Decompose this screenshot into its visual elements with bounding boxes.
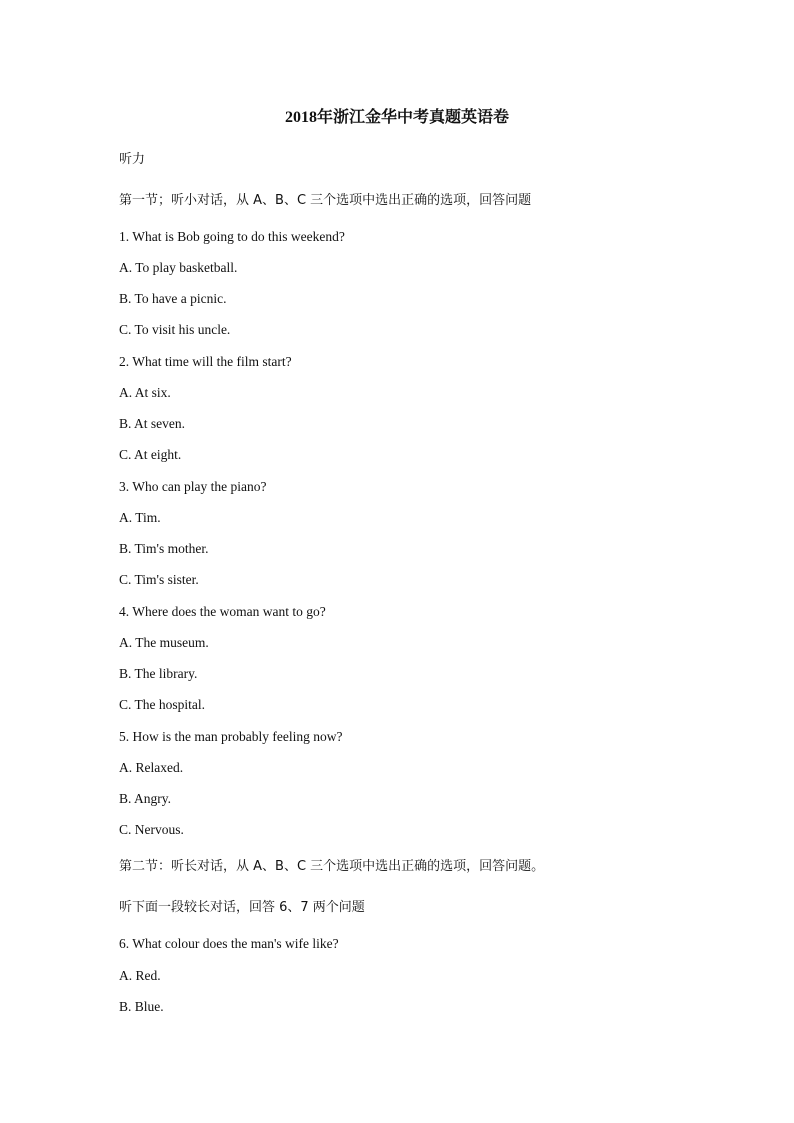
question-1-option-c: C. To visit his uncle. — [119, 322, 231, 337]
question-5-option-b: B. Angry. — [119, 791, 172, 806]
question-6-option-a: A. Red. — [119, 968, 161, 983]
question-2-option-a: A. At six. — [119, 385, 171, 400]
question-1-option-a: A. To play basketball. — [119, 260, 238, 275]
question-5: 5. How is the man probably feeling now? — [119, 729, 343, 744]
question-1-option-b: B. To have a picnic. — [119, 291, 227, 306]
question-4-option-b: B. The library. — [119, 666, 198, 681]
question-3: 3. Who can play the piano? — [119, 479, 267, 494]
question-3-option-b: B. Tim's mother. — [119, 541, 209, 556]
question-2: 2. What time will the film start? — [119, 354, 292, 369]
question-3-option-c: C. Tim's sister. — [119, 572, 199, 587]
question-4-option-a: A. The museum. — [119, 635, 209, 650]
question-1: 1. What is Bob going to do this weekend? — [119, 229, 345, 244]
part2-instruction: 第二节：听长对话，从 A、B、C 三个选项中选出正确的选项，回答问题。 — [119, 859, 545, 874]
part2-sub-instruction: 听下面一段较长对话，回答 6、7 两个问题 — [119, 900, 365, 915]
question-4-option-c: C. The hospital. — [119, 697, 205, 712]
question-6: 6. What colour does the man's wife like? — [119, 936, 339, 951]
question-3-option-a: A. Tim. — [119, 510, 161, 525]
question-5-option-c: C. Nervous. — [119, 822, 184, 837]
part1-instruction: 第一节；听小对话，从 A、B、C 三个选项中选出正确的选项，回答问题 — [119, 193, 532, 208]
section-heading-listening: 听力 — [119, 152, 146, 167]
question-2-option-c: C. At eight. — [119, 447, 182, 462]
question-2-option-b: B. At seven. — [119, 416, 185, 431]
question-6-option-b: B. Blue. — [119, 999, 164, 1014]
question-5-option-a: A. Relaxed. — [119, 760, 184, 775]
question-4: 4. Where does the woman want to go? — [119, 604, 326, 619]
page-title: 2018年浙江金华中考真题英语卷 — [284, 109, 509, 126]
